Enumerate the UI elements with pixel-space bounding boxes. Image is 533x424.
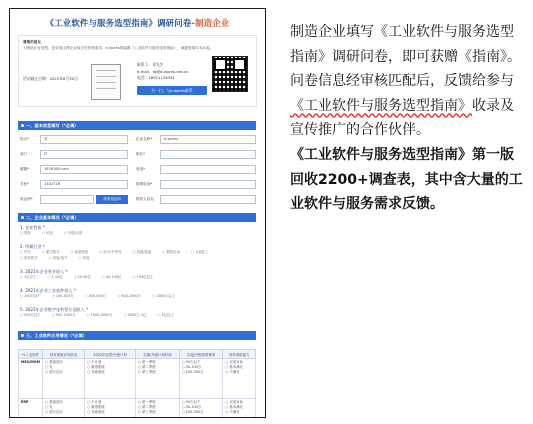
intro-panel (18, 35, 257, 107)
form-row (18, 165, 256, 178)
radio-option[interactable]: ○ 民营 (41, 231, 53, 235)
qr-code-icon (212, 56, 248, 92)
radio-option[interactable]: ○ 外资/合资 (63, 231, 83, 235)
question-options (20, 294, 256, 300)
description-panel (290, 20, 526, 217)
radio-option[interactable]: ○ 500-1000万 (117, 294, 141, 298)
contact-button[interactable]: 扫一扫，与e-works联系 (137, 86, 207, 95)
form-row (18, 150, 256, 163)
software-table (18, 349, 256, 418)
contact-line: e-mail：fq@e-works.net.cn (137, 68, 189, 74)
email-label: 邮箱* (20, 167, 29, 171)
mobile2-label: 联系电话* (136, 182, 153, 186)
radio-option[interactable]: ○ 机械/装备 (132, 250, 152, 254)
referrer-label: 推荐人姓名 (136, 197, 154, 201)
name-label: 姓名* (20, 137, 29, 141)
radio-option[interactable]: ○ 1000-3000万 (86, 313, 113, 317)
option-cell[interactable]: ○ 第一季度 ○ 第二季度 ○ 第三季度 (136, 399, 180, 419)
radio-option[interactable]: ○ 50-100亿 (102, 275, 122, 279)
module-cell: ERP (19, 399, 43, 419)
mobile-input[interactable]: 1342716 (40, 180, 128, 189)
referrer-input[interactable] (160, 195, 256, 204)
intro-text: 为帮助企业选型、更好地支撑企业数字化转型需求，e-works将编撰《工业软件与服务选型指南》，诚邀您填写本问卷。 (23, 46, 214, 50)
option-cell[interactable]: ○ 系统应用 ○ 无 ○ 部分应用 (43, 359, 85, 399)
table-row (19, 359, 256, 399)
dept-input[interactable]: IT (40, 150, 128, 159)
radio-option[interactable]: ○ 500-1000万 (51, 313, 76, 317)
form-title (10, 17, 265, 29)
phone-input[interactable] (160, 165, 256, 174)
column-header: 2022年选型/升级计划 (85, 350, 136, 359)
radio-option[interactable]: ○ 医药医疗 (20, 255, 38, 260)
radio-option[interactable]: ○ 国有 (20, 231, 31, 235)
mobile-label: 手机* (20, 182, 29, 186)
document-icon (91, 64, 121, 100)
table-row (19, 399, 256, 419)
radio-option[interactable]: ○ 钢铁冶金 (162, 250, 180, 254)
radio-option[interactable]: ○ 100亿以上 (132, 275, 154, 279)
radio-option[interactable]: ○ 航空航天 (41, 250, 60, 254)
question-3 (20, 269, 256, 281)
mobile2-input[interactable] (160, 180, 256, 189)
section-basic-info-header: 一、基本信息填写（*必填） (18, 121, 256, 130)
form-row (18, 135, 256, 148)
title-label: 职位* (136, 152, 145, 156)
section-software-header: 三、工业软件应用情况（*必填） (18, 331, 256, 340)
question-5 (20, 307, 256, 319)
radio-option[interactable]: ○ 1000万以上 (152, 294, 175, 298)
contact-info (137, 62, 188, 82)
radio-option[interactable]: ○ 3000万-1亿 (123, 313, 147, 317)
radio-option[interactable]: ○ 电子/半导体 (99, 250, 122, 254)
question-title: 1. 企业性质 * (20, 225, 45, 230)
question-options (20, 275, 256, 281)
radio-option[interactable]: ○ 1-10亿 (47, 275, 63, 279)
survey-form-preview (9, 8, 266, 418)
column-header: 现有系统能力 (223, 350, 256, 359)
question-title: 3. 2021年企业营业收入 * (20, 269, 68, 274)
question-options (20, 256, 256, 262)
name-input[interactable]: 李 (40, 135, 128, 144)
phone-label: 电话* (136, 167, 145, 171)
column-header: 现有系统应用情况 (43, 350, 85, 359)
option-cell[interactable]: ○ 50万以下 ○ 50-100万 ○ 100-300万 (179, 399, 223, 419)
company-label: 企业名称* (136, 137, 153, 141)
radio-option[interactable]: ○ 100万以下 (20, 294, 41, 298)
module-cell: MES/MOM (19, 359, 43, 399)
radio-option[interactable]: ○ 10-50亿 (73, 275, 91, 279)
verify-input[interactable] (40, 195, 94, 204)
verify-label: 验证码* (20, 197, 33, 201)
question-1 (20, 225, 256, 237)
description-paragraph-1: 制造企业填写《工业软件与服务选型指南》调研问卷，即可获赠《指南》。 (290, 24, 521, 65)
radio-option[interactable]: ○ 300-500万 (84, 294, 107, 298)
column-header: *L工业软件 (19, 350, 43, 359)
radio-option[interactable]: ○ 100-300万 (51, 294, 74, 298)
get-code-button[interactable]: 获取验证码 (96, 195, 128, 204)
question-title: 2. 所属行业 * (20, 244, 45, 249)
form-row (18, 195, 256, 208)
question-2 (20, 244, 256, 261)
contact-line: 联系人：邓先生 (137, 62, 164, 67)
radio-option[interactable]: ○ 1亿以下 (20, 275, 37, 279)
option-cell[interactable]: ○ 不计划 ○ 新建系统 ○ 升级系统 (85, 399, 136, 419)
form-title-main: 《工业软件与服务选型指南》调研问卷 (45, 18, 192, 28)
contact-line: 电话：18911126391 (137, 75, 175, 80)
table-header-row (19, 350, 256, 359)
radio-option[interactable]: ○ 装备制造 (70, 250, 89, 254)
radio-option[interactable]: ○ 500万以下 (20, 313, 41, 317)
guide-title-link: 《工业软件与服务选型指南》 (290, 97, 472, 114)
description-paragraph-2: 问卷信息经审核匹配后，反馈给参与《工业软件与服务选型指南》收录及宣传推广的合作伙伴。 (290, 73, 514, 139)
radio-option[interactable]: ○ 汽车 (20, 250, 31, 254)
title-input[interactable] (160, 150, 256, 159)
question-options (20, 313, 256, 319)
deadline-text: 活动截止日期：2022年6月30日 (23, 76, 78, 81)
option-cell[interactable]: ○ 完成目标 ○ 基本满足 ○ 不满足 (223, 399, 256, 419)
description-paragraph-3: 《工业软件与服务选型指南》第一版回收2200+调查表，其中含大量的工业软件与服务需求反馈。 (290, 146, 523, 213)
radio-option[interactable]: ○ 家电/电子 (48, 255, 68, 260)
radio-option[interactable]: ○ 其他 (78, 255, 90, 260)
question-options (20, 231, 256, 237)
email-input[interactable]: 1876160.com (40, 165, 128, 174)
question-4 (20, 288, 256, 300)
question-title: 5. 2022年企业数字化转型计划投入 * (20, 307, 89, 312)
form-row (18, 180, 256, 193)
question-title: 4. 2021年企业工业软件投入 * (20, 288, 76, 293)
option-cell[interactable]: ○ 50万以下 ○ 50-100万 ○ 100-300万 (179, 359, 223, 399)
section-company-header: 二、企业基本情况（*必填） (18, 213, 256, 222)
column-header: 实施/升级预算费用 (179, 350, 223, 359)
option-cell[interactable]: ○ 不计划 ○ 新建系统 ○ 升级系统 (85, 359, 136, 399)
intro-heading: 尊敬的朋友： (23, 40, 45, 44)
option-cell[interactable]: ○ 系统应用 ○ 无 ○ 部分应用 (43, 399, 85, 419)
dept-label: 部门 (20, 152, 28, 156)
form-title-suffix: -制造企业 (191, 18, 230, 28)
option-cell[interactable]: ○ 完成目标 ○ 基本满足 ○ 不满足 (223, 359, 256, 399)
company-input[interactable]: e-works (160, 135, 256, 144)
radio-option[interactable]: ○ 石油化工 (191, 250, 209, 254)
column-header: 实施/升级计划时间 (136, 350, 180, 359)
radio-option[interactable]: ○ 1亿以上 (157, 313, 174, 317)
option-cell[interactable]: ○ 第一季度 ○ 第二季度 ○ 第三季度 (136, 359, 180, 399)
